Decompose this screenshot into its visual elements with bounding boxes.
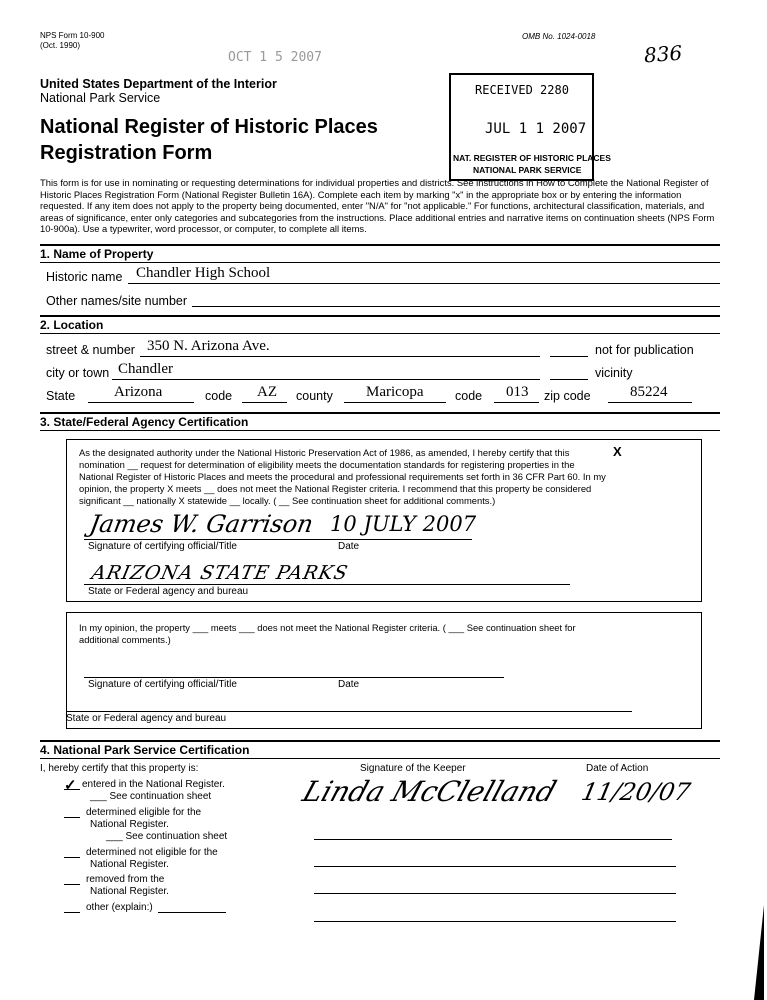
keeper-signature-label: Signature of the Keeper [360,763,466,774]
omb-number: OMB No. 1024-0018 [522,32,596,41]
service: National Park Service [40,91,161,105]
determined-eligible-line2: National Register. [90,819,169,830]
city-label: city or town [46,366,110,380]
street-value[interactable]: 350 N. Arizona Ave. [147,338,270,354]
received-stamp-service: NATIONAL PARK SERVICE [473,165,582,175]
removed-line2: National Register. [90,886,169,897]
certifying-date-hand: 10 JULY 2007 [330,512,477,536]
handwritten-number: 836 [643,40,683,68]
city-value[interactable]: Chandler [118,361,173,377]
opinion-line-2: additional comments.) [79,634,171,645]
not-eligible-option[interactable]: determined not eligible for the [86,847,218,858]
section-1-heading: 1. Name of Property [40,247,154,261]
intro-paragraph: This form is for use in nominating or requesting determinations for individual properties and districts. See instructions in How to Complete the National Register of Historic Places Registration Form (National Register Bulletin 16A). Complete each item by marking "x" in the appropriate box or by entering the information requested. If any item does not apply to the property being documented, enter "N/A" for "not applicable." For functions, architectural classification, materials, and areas of significance, enter only categories and subcategories from the instructions. Place additional entries and narrative items on continuation sheets (NPS Form 10-900a). Use a typewriter, word processor, or computer, to complete all items. [40,177,715,235]
not-eligible-line2: National Register. [90,859,169,870]
entered-continuation[interactable]: ___ See continuation sheet [90,791,212,802]
certify-statement: I, hereby certify that this property is: [40,763,199,774]
zip-value[interactable]: 85224 [630,384,668,400]
certifying-signature: James W. Garrison [87,510,316,538]
vicinity-label: vicinity [595,366,633,380]
date-of-action-label: Date of Action [586,763,649,774]
action-date-hand: 11/20/07 [579,778,693,806]
other-names-label: Other names/site number [46,294,188,308]
determined-eligible-option[interactable]: determined eligible for the [86,807,202,818]
state-value[interactable]: Arizona [114,384,163,400]
county-code-value[interactable]: 013 [506,384,529,400]
county-value[interactable]: Maricopa [366,384,424,400]
section-3-heading: 3. State/Federal Agency Certification [40,415,249,429]
form-number: NPS Form 10-900 [40,31,105,40]
received-stamp-title: RECEIVED 2280 [475,83,569,97]
state-code-label: code [205,389,233,403]
determined-eligible-continuation[interactable]: ___ See continuation sheet [106,831,228,842]
cert-nomination-mark: X [613,444,622,459]
opinion-line-1: In my opinion, the property ___ meets ___ does not meet the National Register criteria. ( ___ See continuation sheet for [79,622,576,633]
agency-2-label: State or Federal agency and bureau [66,713,227,724]
state-code-value[interactable]: AZ [257,384,277,400]
form-date: (Oct. 1990) [40,41,81,50]
state-label: State [46,389,76,403]
cert-line-2: nomination __ request for determination of eligibility meets the documentation standards for registering properties in the [79,459,575,470]
received-stamp [449,73,611,181]
agency-1-label: State or Federal agency and bureau [88,586,249,597]
historic-name-value[interactable]: Chandler High School [136,265,271,281]
not-for-publication-label: not for publication [595,343,694,357]
entered-checkmark-icon: ✓ [64,777,77,794]
received-stamp-date: JUL 1 1 2007 [485,121,587,137]
signature-1-label: Signature of certifying official/Title [88,541,237,552]
department: United States Department of the Interior [40,77,277,91]
page-title: National Register of Historic Places [40,116,378,138]
county-code-label: code [455,389,483,403]
date-2-label: Date [338,679,360,690]
street-label: street & number [46,343,135,357]
cert-line-3: National Register of Historic Places and meets the procedural and professional requirements set forth in 36 CFR Part 60. In my [79,471,606,482]
cert-line-4: opinion, the property X meets __ does not meet the National Register criteria. I recommend that this property be considered [79,483,592,494]
date-1-label: Date [338,541,360,552]
scan-edge-shadow [736,905,764,1000]
received-stamp-register: NAT. REGISTER OF HISTORIC PLACES [453,153,611,163]
signature-2-label: Signature of certifying official/Title [88,679,237,690]
historic-name-label: Historic name [46,270,123,284]
zip-label: zip code [544,389,591,403]
cert-line-1: As the designated authority under the National Historic Preservation Act of 1986, as amended, I hereby certify that this [79,447,570,458]
page-subtitle: Registration Form [40,142,213,164]
removed-option[interactable]: removed from the [86,874,165,885]
section-4-heading: 4. National Park Service Certification [40,743,250,757]
other-option[interactable]: other (explain:) [86,902,153,913]
section-2-heading: 2. Location [40,318,104,332]
county-label: county [296,389,333,403]
cert-line-5: significant __ nationally X statewide __ locally. ( __ See continuation sheet for additional comments.) [79,495,496,506]
faint-date-stamp: OCT 1 5 2007 [228,50,322,65]
entered-option[interactable]: entered in the National Register. [82,779,225,790]
keeper-signature: Linda McClelland [298,775,561,808]
agency-handwritten: ARIZONA STATE PARKS [89,562,351,584]
